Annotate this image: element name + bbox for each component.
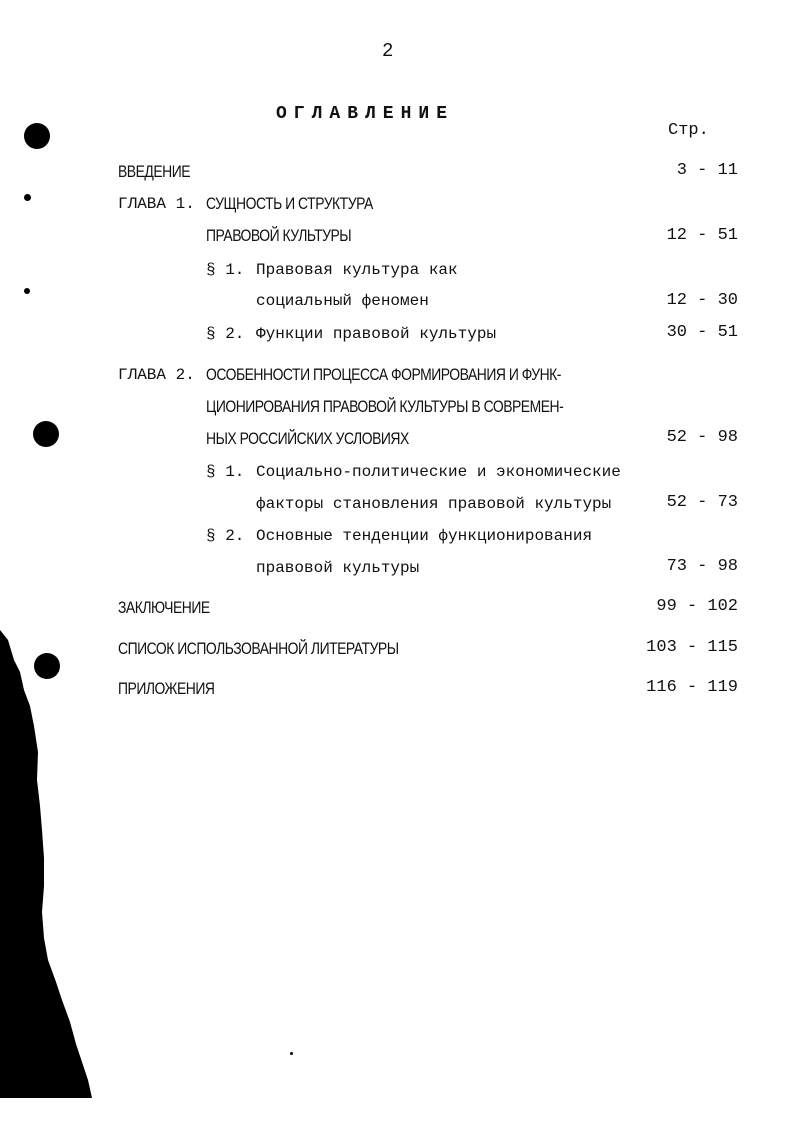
- toc-entry-introduction: ВВЕДЕНИЕ: [118, 162, 191, 181]
- page-title: ОГЛАВЛЕНИЕ: [276, 104, 455, 124]
- toc-section-1-2-title-line-1: Функции правовой культуры: [256, 325, 497, 343]
- toc-section-2-2-title-line-2: правовой культуры: [256, 559, 420, 577]
- toc-entry-conclusion: ЗАКЛЮЧЕНИЕ: [118, 598, 210, 617]
- toc-section-2-1-title-line-1: Социально-политические и экономические: [256, 463, 621, 481]
- toc-entry-appendices: ПРИЛОЖЕНИЯ: [118, 679, 215, 698]
- toc-section-2-1-prefix: § 1.: [206, 463, 245, 481]
- toc-pages-bibliography: 103 - 115: [646, 638, 738, 657]
- toc-pages-chapter-1: 12 - 51: [666, 226, 738, 245]
- toc-chapter-2-title-line-3: НЫХ РОССИЙСКИХ УСЛОВИЯХ: [206, 429, 409, 448]
- toc-pages-chapter-2: 52 - 98: [666, 428, 738, 447]
- toc-section-2-2-prefix: § 2.: [206, 527, 245, 545]
- toc-section-1-1-prefix: § 1.: [206, 261, 245, 279]
- toc-pages-section-1-1: 12 - 30: [666, 291, 738, 310]
- toc-section-2-1-title-line-2: факторы становления правовой культуры: [256, 495, 612, 513]
- toc-chapter-1-title-line-1: СУЩНОСТЬ И СТРУКТУРА: [206, 194, 373, 213]
- toc-chapter-2-title-line-1: ОСОБЕННОСТИ ПРОЦЕССА ФОРМИРОВАНИЯ И ФУНК-: [206, 365, 561, 384]
- toc-section-2-2-title-line-1: Основные тенденции функционирования: [256, 527, 593, 545]
- toc-pages-appendices: 116 - 119: [646, 678, 738, 697]
- toc-chapter-2-title-line-2: ЦИОНИРОВАНИЯ ПРАВОВОЙ КУЛЬТУРЫ В СОВРЕМЕН-: [206, 397, 564, 416]
- toc-chapter-2-prefix: ГЛАВА 2.: [118, 366, 195, 384]
- toc-section-1-2-prefix: § 2.: [206, 325, 245, 343]
- page-number: 2: [382, 40, 394, 62]
- toc-pages-introduction: 3 - 11: [676, 161, 738, 180]
- scan-edge-shadow: [0, 0, 100, 1122]
- toc-pages-conclusion: 99 - 102: [656, 597, 738, 616]
- toc-section-1-1-title-line-1: Правовая культура как: [256, 261, 458, 279]
- toc-pages-section-2-2: 73 - 98: [666, 557, 738, 576]
- toc-pages-section-1-2: 30 - 51: [666, 323, 738, 342]
- scan-speck: [290, 1052, 293, 1055]
- toc-chapter-1-prefix: ГЛАВА 1.: [118, 195, 195, 213]
- pages-column-header: Стр.: [668, 121, 709, 140]
- toc-pages-section-2-1: 52 - 73: [666, 493, 738, 512]
- toc-chapter-1-title-line-2: ПРАВОВОЙ КУЛЬТУРЫ: [206, 226, 352, 245]
- toc-section-1-1-title-line-2: социальный феномен: [256, 292, 429, 310]
- toc-entry-bibliography: СПИСОК ИСПОЛЬЗОВАННОЙ ЛИТЕРАТУРЫ: [118, 639, 399, 658]
